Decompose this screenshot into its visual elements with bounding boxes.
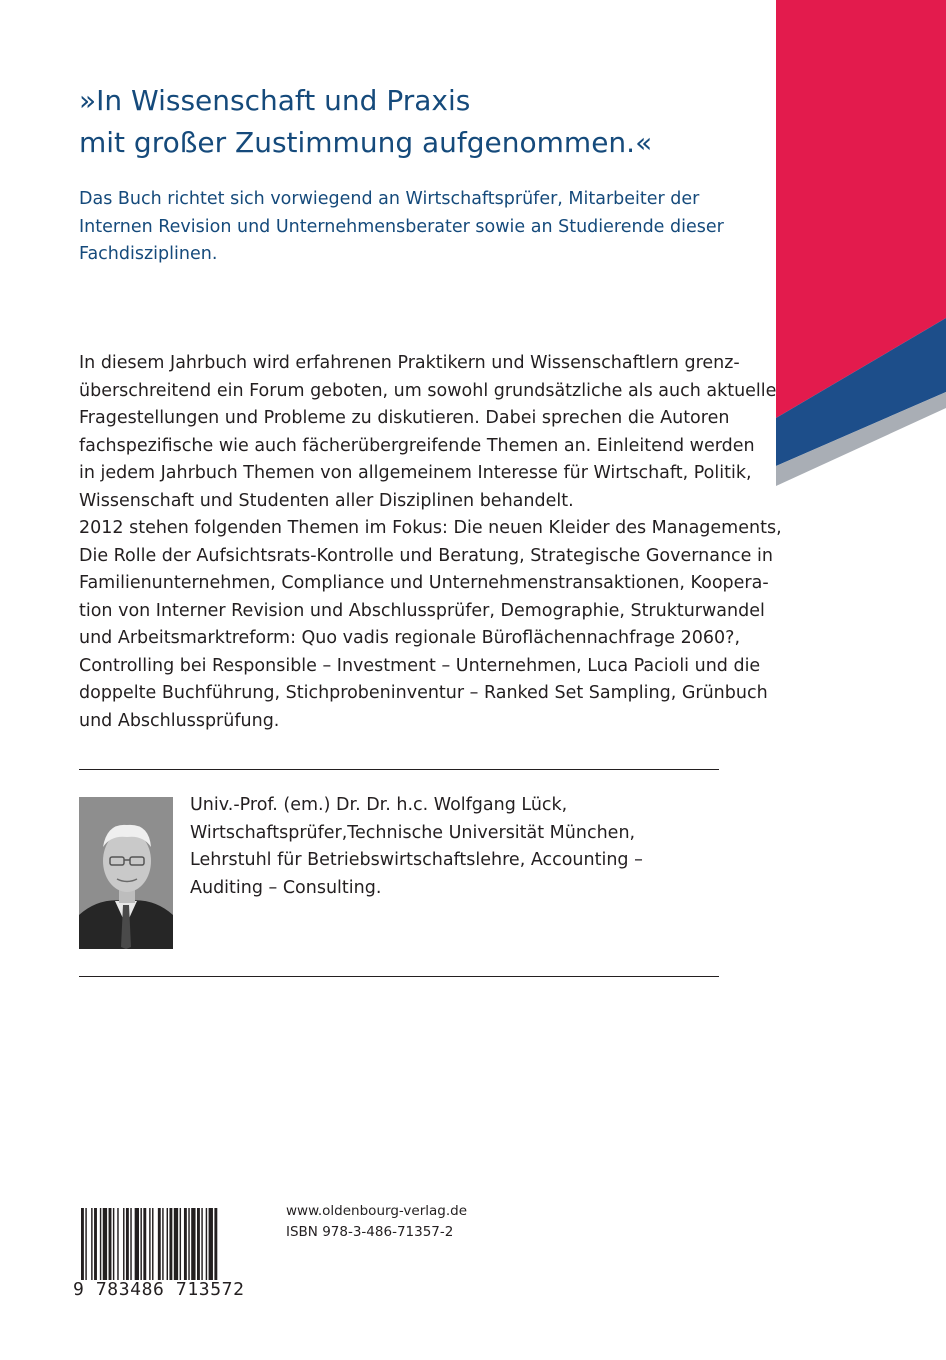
barcode-bar — [100, 1208, 101, 1280]
body-line: Wissenschaft und Studenten aller Disziplinen behandelt. — [79, 490, 574, 511]
isbn-number: ISBN 978-3-486-71357-2 — [286, 1224, 454, 1240]
barcode-bar — [123, 1208, 124, 1280]
body-line: Familienunternehmen, Compliance und Unternehmenstransaktionen, Koopera- — [79, 573, 769, 593]
barcode-bar — [91, 1208, 92, 1280]
barcode-bar — [130, 1208, 131, 1280]
barcode-bar — [201, 1208, 202, 1280]
barcode-bar — [206, 1208, 207, 1280]
barcode-bar — [214, 1208, 217, 1280]
barcode-bar — [152, 1208, 153, 1280]
body-line: Die Rolle der Aufsichtsrats-Kontrolle und Beratung, Strategische Governance in — [79, 545, 773, 566]
barcode-bars — [81, 1208, 249, 1280]
barcode-bar — [167, 1208, 168, 1280]
barcode-bar — [197, 1208, 200, 1280]
headline-line: »In Wissenschaft und Praxis — [79, 84, 471, 117]
author-line: Wirtschaftsprüfer,Technische Universität München, — [190, 822, 636, 843]
barcode-bar — [174, 1208, 178, 1280]
portrait-illustration — [79, 797, 173, 949]
isbn-barcode — [73, 1204, 255, 1304]
barcode-digits: 9 783486 713572 — [73, 1279, 245, 1300]
barcode-bar — [126, 1208, 129, 1280]
barcode-bar — [109, 1208, 112, 1280]
body-line: 2012 stehen folgenden Themen im Fokus: Die neuen Kleider des Managements, — [79, 518, 782, 538]
body-line: überschreitend ein Forum geboten, um sowohl grundsätzliche als auch aktuelle — [79, 380, 777, 401]
headline-quote — [79, 80, 739, 164]
body-line: In diesem Jahrbuch wird erfahrenen Praktikern und Wissenschaftlern grenz- — [79, 353, 740, 373]
barcode-bar — [81, 1208, 84, 1280]
author-bio — [190, 792, 730, 902]
author-portrait — [79, 797, 173, 949]
author-line: Auditing – Consulting. — [190, 877, 382, 898]
body-line: in jedem Jahrbuch Themen von allgemeinem Interesse für Wirtschaft, Politik, — [79, 463, 752, 483]
divider-bottom — [79, 976, 719, 977]
barcode-bar — [143, 1208, 146, 1280]
barcode-bar — [209, 1208, 213, 1280]
publisher-url: www.oldenbourg-verlag.de — [286, 1203, 467, 1219]
barcode-bar — [162, 1208, 163, 1280]
divider-top — [79, 769, 719, 770]
barcode-bar — [117, 1208, 118, 1280]
description-paragraph — [79, 350, 782, 735]
barcode-bar — [169, 1208, 172, 1280]
body-line: doppelte Buchführung, Stichprobeninventur – Ranked Set Sampling, Grünbuch — [79, 683, 768, 703]
corner-stripe-graphic — [776, 0, 946, 490]
barcode-bar — [184, 1208, 187, 1280]
barcode-bar — [113, 1208, 114, 1280]
publisher-info — [286, 1201, 586, 1243]
body-line: und Arbeitsmarktreform: Quo vadis regionale Büroflächennachfrage 2060?, — [79, 628, 741, 648]
intro-paragraph — [79, 186, 739, 269]
barcode-bar — [158, 1208, 161, 1280]
barcode-bar — [180, 1208, 181, 1280]
body-line: tion von Interner Revision und Abschlussprüfer, Demographie, Strukturwandel — [79, 600, 765, 621]
intro-line: Das Buch richtet sich vorwiegend an Wirtschaftsprüfer, Mitarbeiter der — [79, 189, 700, 209]
author-line: Univ.-Prof. (em.) Dr. Dr. h.c. Wolfgang Lück, — [190, 795, 568, 815]
barcode-bar — [94, 1208, 97, 1280]
barcode-bar — [135, 1208, 139, 1280]
author-line: Lehrstuhl für Betriebswirtschaftslehre, Accounting – — [190, 850, 643, 870]
barcode-bar — [191, 1208, 195, 1280]
intro-line: Fachdisziplinen. — [79, 244, 218, 264]
body-line: Fragestellungen und Probleme zu diskutieren. Dabei sprechen die Autoren — [79, 408, 730, 428]
barcode-bar — [103, 1208, 107, 1280]
intro-line: Internen Revision und Unternehmensberater sowie an Studierende dieser — [79, 216, 724, 237]
barcode-bar — [149, 1208, 150, 1280]
body-line: und Abschlussprüfung. — [79, 710, 280, 731]
body-line: Controlling bei Responsible – Investment – Unternehmen, Luca Pacioli und die — [79, 655, 761, 676]
barcode-bar — [188, 1208, 189, 1280]
barcode-bar — [140, 1208, 141, 1280]
body-line: fachspezifische wie auch fächerübergreifende Themen an. Einleitend werden — [79, 435, 755, 456]
headline-line: mit großer Zustimmung aufgenommen.« — [79, 126, 653, 159]
barcode-bar — [85, 1208, 86, 1280]
